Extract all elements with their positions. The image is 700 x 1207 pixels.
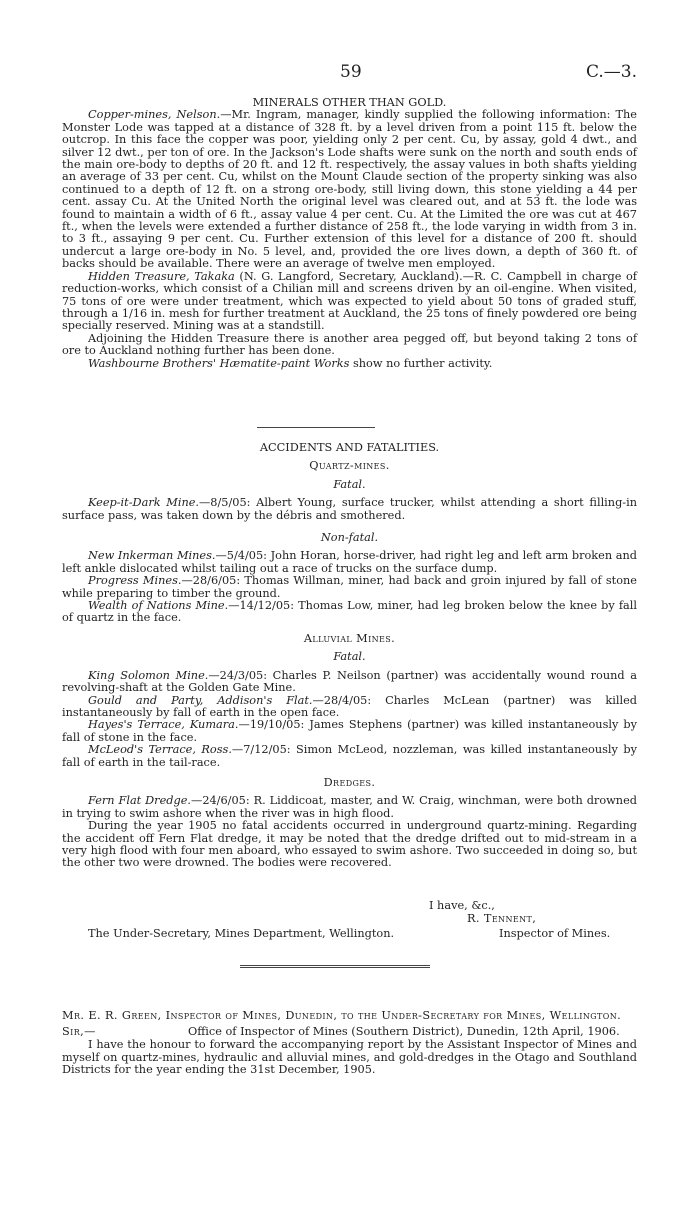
- letter-section: [62, 1010, 637, 1077]
- salutation: Sir,—: [62, 1025, 96, 1039]
- paragraph: King Solomon Mine.—24/3/05: Charles P. Neilson (partner) was accidentally wound round a revolving-shaft at the Golden Gate Mine.: [62, 668, 638, 695]
- subheading: Quartz-mines.: [309, 459, 390, 473]
- paragraph: New Inkerman Mines.—5/4/05: John Horan, horse-driver, had right leg and left arm broken and left ankle dislocated whilst tailing out a race of trucks on the surface dump.: [62, 549, 638, 575]
- paragraph: Copper-mines, Nelson.—Mr. Ingram, manager, kindly supplied the following information: The Monster Lode was tapped at a distance of 328 ft. by a level driven from a point 115 ft. below the outcrop. In this face the copper was poor, yielding only 2 per cent. Cu, by assay, gold 4 dwt., and silver 12 dwt., per ton of ore. In the Jackson's Lode shafts were sunk on the north and south ends of the main ore-body to depths of 20 ft. and 12 ft. respectively, the assay values in both shafts yielding an average of 33 per cent. Cu, whilst on the Mount Claude section of the property sinking was also continued to a depth of 12 ft. on a strong ore-body, still living down, this stone yielding a 44 per cent. assay Cu. At the United North the original level was cleared out, and at 53 ft. the lode was found to maintain a width of 6 ft., assay value 4 per cent. Cu. At the Limited the ore was cut at 467 ft., when the levels were extended a further distance of 258 ft., the lode varying in width from 3 in. to 3 ft., assaying 9 per cent. Cu. Further extension of this level for a distance of 200 ft. should undercut a large ore-body in No. 5 level, and, provided the ore lives down, a depth of 360 ft. of backs should be available. There were an average of twelve men employed.: [62, 108, 637, 271]
- page-header: [62, 62, 637, 86]
- signatory-title: Inspector of Mines.: [499, 927, 611, 940]
- paragraph: Fern Flat Dredge.—24/6/05: R. Liddicoat, master, and W. Craig, winchman, were both drowned in trying to swim ashore when the river was in high flood.: [62, 794, 637, 820]
- closing: I have, &c.,: [429, 899, 495, 912]
- paragraph: I have the honour to forward the accompanying report by the Assistant Inspector of Mines and myself on quartz-mines, hydraulic and alluvial mines, and gold-dredges in the Otago and Southland Districts for the year ending the 31st December, 1905.: [62, 1038, 637, 1077]
- subheading: Fatal.: [333, 650, 366, 664]
- paragraph: Wealth of Nations Mine.—14/12/05: Thomas Low, miner, had leg broken below the knee by fall of quartz in the face.: [62, 599, 637, 625]
- subheading: Non-fatal.: [320, 531, 379, 545]
- page-number: 59: [340, 62, 362, 82]
- paragraph: Progress Mines.—28/6/05: Thomas Willman, miner, had back and groin injured by fall of stone while preparing to timber the ground.: [62, 574, 637, 600]
- subheading: Alluvial Mines.: [303, 631, 396, 645]
- paragraph: Washbourne Brothers' Hæmatite-paint Works show no further activity.: [88, 356, 493, 370]
- subheading: Fatal.: [333, 477, 366, 491]
- signatory-name: R. Tennent,: [467, 912, 537, 925]
- paragraph: Keep-it-Dark Mine.—8/5/05: Albert Young, surface trucker, whilst attending a short filling-in surface pass, was taken down by the débris and smothered.: [62, 496, 638, 522]
- paragraph: Hidden Treasure, Takaka (N. G. Langford, Secretary, Auckland).—R. C. Campbell in charge of reduction-works, which consist of a Chilian mill and screens driven by an oil-engine. When visited, 75 tons of ore were under treatment, which was expected to yield about 50 tons of graded stuff, through a 1/16 in. mesh for further treatment at Auckland, the 25 tons of finely powdered ore being specially reserved. Mining was at a standstill.: [62, 269, 637, 333]
- document-code: C.—3.: [585, 62, 637, 82]
- paragraph: Hayes's Terrace, Kumara.—19/10/05: James Stephens (partner) was killed instantaneously by fall of stone in the face.: [62, 718, 637, 744]
- accidents-section: [62, 442, 637, 870]
- letter-salutation-line: [62, 1026, 637, 1039]
- paragraph: Adjoining the Hidden Treasure there is another area pegged off, but beyond taking 2 tons of ore to Auckland nothing further has been done.: [62, 331, 637, 358]
- paragraph: During the year 1905 no fatal accidents occurred in underground quartz-mining. Regarding the accident off Fern Flat dredge, it may be noted that the dredge drifted out to mid-stream in a very high flood with four men aboard, who essayed to swim ashore. Two succeeded in doing so, but the other two were drowned. The bodies were recovered.: [62, 819, 637, 870]
- minerals-heading: MINERALS OTHER THAN GOLD.: [252, 96, 447, 109]
- section-divider: [240, 965, 430, 968]
- accidents-heading: ACCIDENTS AND FATALITIES.: [259, 441, 440, 454]
- letter-heading: Mr. E. R. Green, Inspector of Mines, Dunedin, to the Under-Secretary for Mines, Wellington.: [62, 1009, 622, 1022]
- subheading: Dredges.: [323, 775, 376, 789]
- paragraph: McLeod's Terrace, Ross.—7/12/05: Simon McLeod, nozzleman, was killed instantaneously by fall of earth in the tail-race.: [62, 743, 637, 769]
- addressee: The Under-Secretary, Mines Department, Wellington.: [88, 927, 395, 940]
- minerals-section: [62, 97, 637, 370]
- section-divider: [257, 427, 375, 428]
- office-address: Office of Inspector of Mines (Southern District), Dunedin, 12th April, 1906.: [188, 1025, 620, 1039]
- paragraph: Gould and Party, Addison's Flat.—28/4/05: Charles McLean (partner) was killed instantaneously by fall of earth in the open face.: [62, 693, 637, 719]
